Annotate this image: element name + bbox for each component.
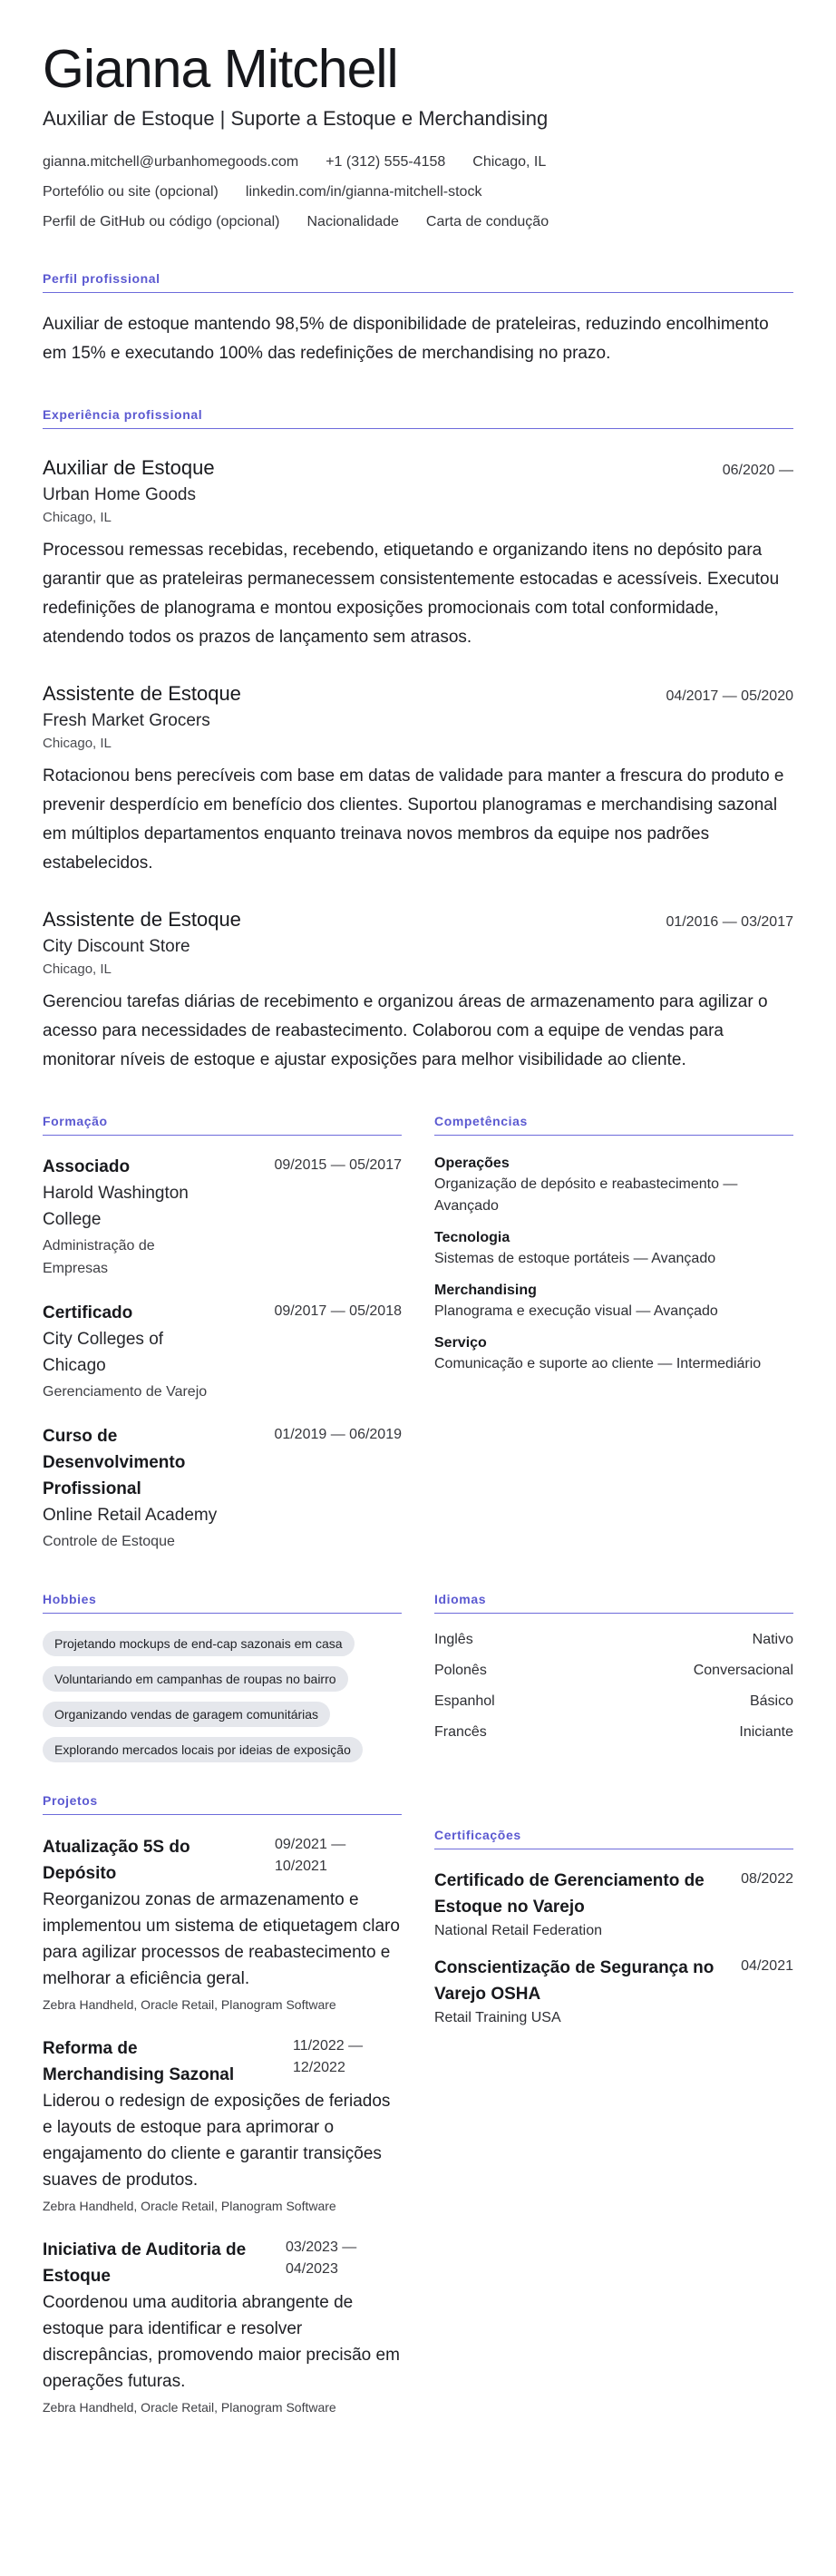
section-title: Formação bbox=[43, 1114, 402, 1136]
certifications-section bbox=[434, 1793, 793, 2417]
skill-category: Operações bbox=[434, 1156, 510, 1171]
skill-value: Organização de depósito e reabastecimento — Avançado bbox=[434, 1176, 738, 1214]
skill-category: Serviço bbox=[434, 1335, 487, 1351]
contact-block bbox=[43, 152, 793, 232]
field-of-study: Controle de Estoque bbox=[43, 1534, 175, 1549]
job-description: Gerenciou tarefas diárias de recebimento e organizou áreas de armazenamento para agilizar o acesso para necessidades de reabastecimento. Colaborou com a equipe de vendas para monitorar níveis de estoque e ajustar exposições para melhor visibilidade ao cliente. bbox=[43, 992, 768, 1069]
job-entry bbox=[43, 454, 793, 652]
location: Chicago, IL bbox=[472, 154, 547, 170]
degree: Curso de Desenvolvimento Profissional bbox=[43, 1427, 186, 1498]
project-description: Coordenou uma auditoria abrangente de estoque para identificar e resolver discrepâncias, promovendo maior precisão em operações futuras. bbox=[43, 2293, 400, 2391]
language-level: Iniciante bbox=[739, 1724, 793, 1740]
project-dates: 03/2023 — 04/2023 bbox=[286, 2239, 357, 2277]
linkedin-link[interactable]: linkedin.com/in/gianna-mitchell-stock bbox=[245, 184, 482, 200]
headline: Auxiliar de Estoque | Suporte a Estoque e Merchandising bbox=[43, 107, 549, 130]
project-dates: 11/2022 — 12/2022 bbox=[293, 2038, 364, 2075]
contact-row bbox=[43, 212, 793, 232]
degree: Associado bbox=[43, 1157, 131, 1176]
projects-section bbox=[43, 1793, 402, 2417]
language-level: Conversacional bbox=[693, 1663, 793, 1678]
project-entry bbox=[43, 2237, 402, 2417]
language-item bbox=[434, 1630, 793, 1650]
field-of-study: Gerenciamento de Varejo bbox=[43, 1384, 208, 1400]
language-name: Francês bbox=[434, 1724, 487, 1740]
section-title: Competências bbox=[434, 1114, 793, 1136]
experience-section bbox=[43, 407, 793, 1075]
certification-date: 08/2022 bbox=[741, 1871, 793, 1887]
job-dates: 01/2016 — 03/2017 bbox=[666, 914, 793, 930]
job-company: City Discount Store bbox=[43, 937, 190, 956]
education-dates: 01/2019 — 06/2019 bbox=[274, 1427, 402, 1442]
language-name: Espanhol bbox=[434, 1693, 495, 1709]
institution: Online Retail Academy bbox=[43, 1506, 218, 1525]
contact-row bbox=[43, 182, 793, 202]
job-title: Assistente de Estoque bbox=[43, 908, 241, 931]
education-section bbox=[43, 1114, 402, 1553]
project-tools: Zebra Handheld, Oracle Retail, Planogram Software bbox=[43, 2400, 336, 2415]
hobby-chip: Explorando mercados locais por ideias de exposição bbox=[43, 1737, 363, 1762]
education-skills-row bbox=[43, 1114, 793, 1553]
project-tools: Zebra Handheld, Oracle Retail, Planogram Software bbox=[43, 1997, 336, 2012]
project-description: Reorganizou zonas de armazenamento e implementou um sistema de etiquetagem claro para agilizar processos de reabastecimento e melhorar a eficiência geral. bbox=[43, 1890, 400, 1988]
drivers-license: Carta de condução bbox=[425, 214, 549, 229]
job-description: Rotacionou bens perecíveis com base em datas de validade para manter a frescura do produto e prevenir desperdício em benefício dos clientes. Suportou planogramas e merchandising sazonal em múltiplos departamentos enquanto treinava novos membros da equipe nos padrões estabelecidos. bbox=[43, 766, 784, 873]
education-entry bbox=[43, 1423, 402, 1553]
section-title: Experiência profissional bbox=[43, 407, 793, 429]
projects-certifications-row bbox=[43, 1793, 793, 2417]
project-title: Iniciativa de Auditoria de Estoque bbox=[43, 2240, 247, 2286]
job-location: Chicago, IL bbox=[43, 961, 112, 977]
degree: Certificado bbox=[43, 1303, 133, 1322]
job-location: Chicago, IL bbox=[43, 736, 112, 751]
skill-item bbox=[434, 1228, 793, 1270]
certification-issuer: Retail Training USA bbox=[434, 2010, 561, 2025]
language-list bbox=[434, 1630, 793, 1742]
phone-number[interactable]: +1 (312) 555-4158 bbox=[326, 154, 446, 170]
project-title: Reforma de Merchandising Sazonal bbox=[43, 2039, 235, 2084]
hobby-list bbox=[43, 1631, 402, 1772]
skill-item bbox=[434, 1281, 793, 1322]
skill-item bbox=[434, 1154, 793, 1217]
job-entry bbox=[43, 905, 793, 1075]
skill-value: Planograma e execução visual — Avançado bbox=[434, 1303, 718, 1319]
candidate-name: Gianna Mitchell bbox=[43, 39, 398, 99]
field-of-study: Administração de Empresas bbox=[43, 1238, 155, 1276]
institution: City Colleges of Chicago bbox=[43, 1330, 164, 1375]
hobby-chip: Projetando mockups de end-cap sazonais em casa bbox=[43, 1631, 355, 1656]
certification-name: Conscientização de Segurança no Varejo OSHA bbox=[434, 1958, 714, 2004]
education-dates: 09/2015 — 05/2017 bbox=[274, 1157, 402, 1173]
skill-category: Tecnologia bbox=[434, 1230, 510, 1245]
section-title: Hobbies bbox=[43, 1592, 402, 1614]
language-name: Polonês bbox=[434, 1663, 487, 1678]
language-item bbox=[434, 1661, 793, 1681]
hobby-chip: Organizando vendas de garagem comunitárias bbox=[43, 1702, 330, 1727]
job-entry bbox=[43, 679, 793, 878]
contact-row bbox=[43, 152, 793, 172]
skills-list bbox=[434, 1154, 793, 1375]
certification-entry bbox=[434, 1955, 793, 2029]
project-tools: Zebra Handheld, Oracle Retail, Planogram Software bbox=[43, 2199, 336, 2213]
language-item bbox=[434, 1722, 793, 1742]
education-entry bbox=[43, 1300, 402, 1403]
job-title: Auxiliar de Estoque bbox=[43, 456, 215, 479]
job-company: Urban Home Goods bbox=[43, 485, 196, 504]
hobby-chip: Voluntariando em campanhas de roupas no bairro bbox=[43, 1666, 348, 1692]
nationality: Nacionalidade bbox=[306, 214, 399, 229]
job-company: Fresh Market Grocers bbox=[43, 711, 210, 730]
education-dates: 09/2017 — 05/2018 bbox=[274, 1303, 402, 1319]
language-level: Básico bbox=[749, 1693, 793, 1709]
section-title: Idiomas bbox=[434, 1592, 793, 1614]
hobbies-languages-row bbox=[43, 1592, 793, 1772]
project-entry bbox=[43, 1834, 402, 2015]
certification-date: 04/2021 bbox=[741, 1958, 793, 1974]
job-title: Assistente de Estoque bbox=[43, 682, 241, 705]
skill-category: Merchandising bbox=[434, 1283, 537, 1298]
certification-entry bbox=[434, 1868, 793, 1942]
education-entry bbox=[43, 1154, 402, 1280]
language-item bbox=[434, 1692, 793, 1712]
project-title: Atualização 5S do Depósito bbox=[43, 1838, 190, 1883]
certification-issuer: National Retail Federation bbox=[434, 1923, 602, 1938]
language-level: Nativo bbox=[752, 1632, 793, 1647]
job-location: Chicago, IL bbox=[43, 510, 112, 525]
section-title: Certificações bbox=[434, 1828, 793, 1849]
institution: Harold Washington College bbox=[43, 1184, 189, 1229]
skill-item bbox=[434, 1333, 793, 1375]
github-link[interactable]: Perfil de GitHub ou código (opcional) bbox=[43, 214, 280, 229]
hobbies-section bbox=[43, 1592, 402, 1772]
email-link[interactable]: gianna.mitchell@urbanhomegoods.com bbox=[43, 154, 299, 170]
certification-name: Certificado de Gerenciamento de Estoque no Varejo bbox=[434, 1871, 705, 1917]
languages-section bbox=[434, 1592, 793, 1772]
project-dates: 09/2021 — 10/2021 bbox=[275, 1837, 346, 1874]
section-title: Perfil profissional bbox=[43, 271, 793, 293]
summary-text: Auxiliar de estoque mantendo 98,5% de disponibilidade de prateleiras, reduzindo encolhimento em 15% e executando 100% das redefinições de merchandising no prazo. bbox=[43, 315, 769, 363]
language-name: Inglês bbox=[434, 1632, 473, 1647]
skill-value: Comunicação e suporte ao cliente — Intermediário bbox=[434, 1356, 762, 1371]
job-dates: 04/2017 — 05/2020 bbox=[666, 688, 793, 704]
summary-section bbox=[43, 271, 793, 368]
skills-section bbox=[434, 1114, 793, 1553]
project-description: Liderou o redesign de exposições de feriados e layouts de estoque para aprimorar o engajamento do cliente e garantir transições suaves de produtos. bbox=[43, 2092, 391, 2190]
job-description: Processou remessas recebidas, recebendo, etiquetando e organizando itens no depósito para garantir que as prateleiras permanecessem consistentemente estocadas e acessíveis. Executou redefinições de planograma e montou exposições promocionais com total conformidade, atendendo todos os prazos de lançamento sem atrasos. bbox=[43, 541, 780, 647]
job-dates: 06/2020 — bbox=[722, 463, 793, 478]
section-title: Projetos bbox=[43, 1793, 402, 1815]
skill-value: Sistemas de estoque portáteis — Avançado bbox=[434, 1251, 716, 1266]
portfolio-link[interactable]: Portefólio ou site (opcional) bbox=[43, 184, 219, 200]
project-entry bbox=[43, 2035, 402, 2216]
